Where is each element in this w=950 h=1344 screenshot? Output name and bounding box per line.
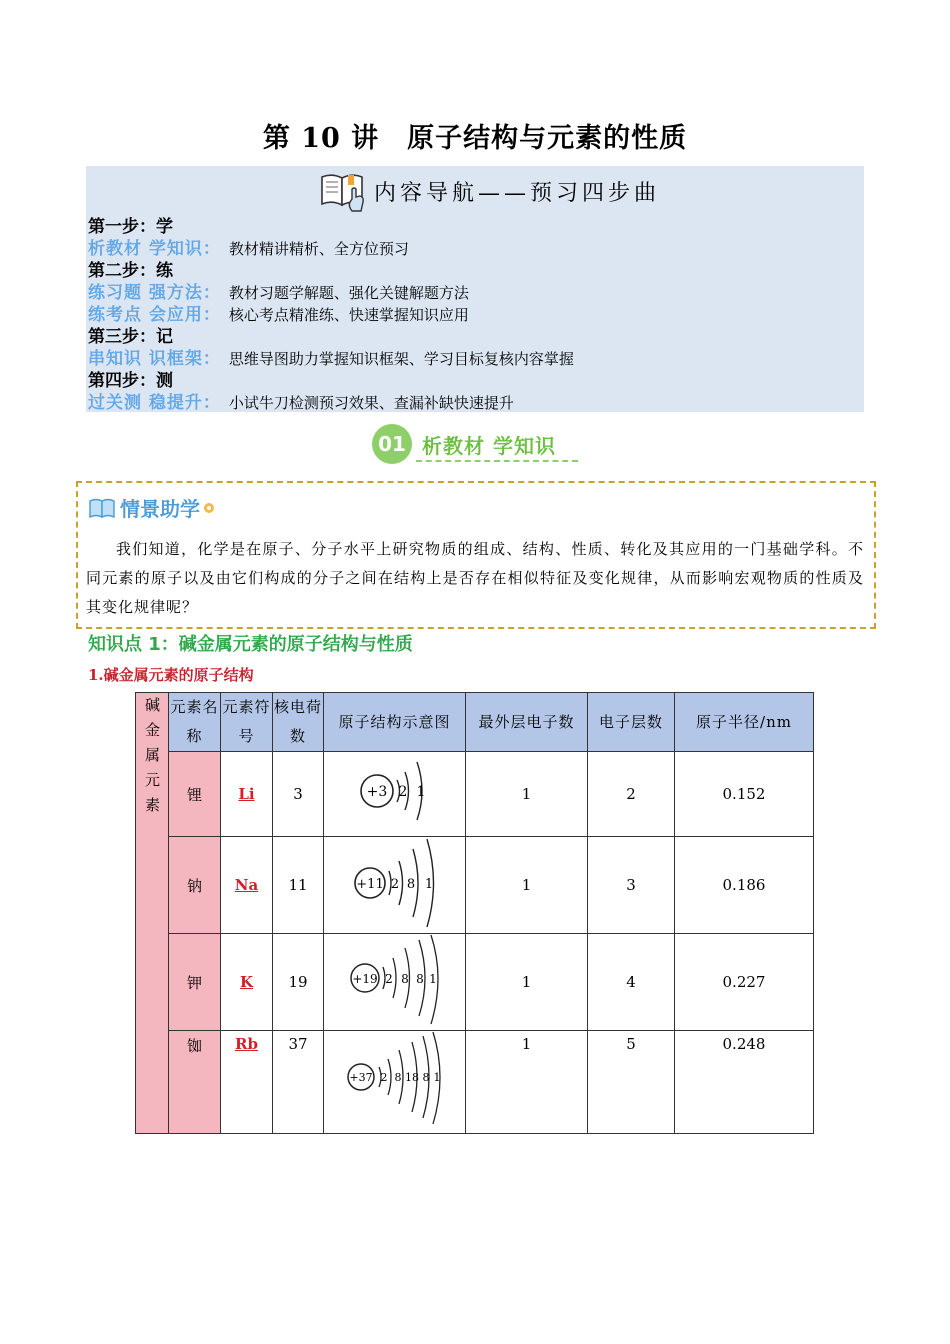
atomic-structure-diagram <box>325 752 465 832</box>
column-header: 元素名称 <box>169 693 221 752</box>
step-item-label: 析教材 学知识： <box>88 239 221 259</box>
nuclear-charge: 19 <box>273 934 324 1031</box>
table-row <box>136 934 814 1031</box>
subheading: 1.碱金属元素的原子结构 <box>88 666 254 684</box>
table-row <box>136 752 814 837</box>
scene-box <box>76 481 876 629</box>
element-symbol: Li <box>238 785 255 803</box>
shell-electron-count: 2 <box>380 1071 387 1084</box>
book-hand-icon <box>318 169 370 213</box>
element-name: 钾 <box>169 934 221 1031</box>
step-2-title: 第二步：练 <box>88 261 173 281</box>
scene-tag <box>88 493 218 522</box>
element-symbol-cell <box>221 837 273 934</box>
element-symbol: Na <box>234 876 259 894</box>
electron-layers: 2 <box>588 752 675 837</box>
sparkle-icon <box>200 499 218 517</box>
shell-electron-count: 2 <box>390 877 399 892</box>
element-name: 锂 <box>169 752 221 837</box>
atomic-radius: 0.186 <box>675 837 814 934</box>
step-item-desc: 教材习题学解题、强化关键解题方法 <box>228 284 469 302</box>
alkali-metal-table <box>135 692 814 1134</box>
step-item-desc: 教材精讲精析、全方位预习 <box>228 240 409 258</box>
step-item <box>88 304 574 326</box>
column-header: 原子结构示意图 <box>324 693 466 752</box>
knowledge-point-heading: 知识点 1：碱金属元素的原子结构与性质 <box>88 634 413 655</box>
nav-heading <box>318 168 660 214</box>
scene-paragraph: 我们知道，化学是在原子、分子水平上研究物质的组成、结构、性质、转化及其应用的一门基础学科。不同元素的原子以及由它们构成的分子之间在结构上是否存在相似特征及变化规律，从而影响宏观物质的性质及其变化规律呢？ <box>86 540 864 616</box>
step-1-title: 第一步：学 <box>88 217 173 237</box>
outer-electrons: 1 <box>466 752 588 837</box>
shell-electron-count: 8 <box>406 877 415 892</box>
nucleus-label: +3 <box>366 784 387 800</box>
step-4-title: 第四步：测 <box>88 371 173 391</box>
shell-electron-count: 1 <box>428 972 437 986</box>
element-name: 铷 <box>169 1031 221 1134</box>
atomic-structure-cell <box>324 1031 466 1134</box>
atomic-structure-cell <box>324 934 466 1031</box>
atomic-structure-diagram <box>325 934 465 1026</box>
atomic-structure-cell <box>324 837 466 934</box>
shell-electron-count: 8 <box>415 972 424 986</box>
step-item <box>88 392 574 414</box>
shell-electron-count: 18 <box>404 1071 419 1084</box>
shell-electron-count: 1 <box>424 877 433 892</box>
electron-layers: 3 <box>588 837 675 934</box>
table-row <box>136 837 814 934</box>
section-number: 01 <box>372 424 412 464</box>
electron-layers: 5 <box>588 1031 675 1134</box>
table-row <box>136 1031 814 1134</box>
step-item <box>88 348 574 370</box>
atomic-radius: 0.248 <box>675 1031 814 1134</box>
outer-electrons: 1 <box>466 1031 588 1134</box>
section-divider <box>416 460 578 462</box>
scene-tag-text: 情景助学 <box>120 497 200 521</box>
element-symbol-cell <box>221 752 273 837</box>
column-header: 原子半径/nm <box>675 693 814 752</box>
element-symbol: Rb <box>235 1035 258 1053</box>
column-header: 元素符号 <box>221 693 273 752</box>
shell-electron-count: 8 <box>394 1071 401 1084</box>
shell-electron-count: 2 <box>398 784 407 800</box>
step-item-desc: 思维导图助力掌握知识框架、学习目标复核内容掌握 <box>228 350 574 368</box>
step-item-label: 串知识 识框架： <box>88 349 221 369</box>
step-item-label: 过关测 稳提升： <box>88 393 221 413</box>
shell-electron-count: 1 <box>433 1071 440 1084</box>
atomic-radius: 0.227 <box>675 934 814 1031</box>
outer-electrons: 1 <box>466 837 588 934</box>
shell-electron-count: 2 <box>384 972 393 986</box>
electron-layers: 4 <box>588 934 675 1031</box>
column-header: 电子层数 <box>588 693 675 752</box>
book-icon <box>88 495 116 521</box>
shell-electron-count: 8 <box>422 1071 429 1084</box>
step-item <box>88 282 574 304</box>
section-label: 析教材 学知识 <box>422 433 556 458</box>
atomic-structure-diagram <box>325 1031 465 1129</box>
step-item <box>88 238 574 260</box>
element-symbol: K <box>239 973 254 991</box>
shell-electron-count: 8 <box>400 972 409 986</box>
atomic-structure-diagram <box>325 837 465 929</box>
shell-electron-count: 1 <box>416 784 425 800</box>
group-label-cell <box>136 693 169 1134</box>
step-item-label: 练习题 强方法： <box>88 283 221 303</box>
atomic-radius: 0.152 <box>675 752 814 837</box>
nuclear-charge: 3 <box>273 752 324 837</box>
nucleus-label: +37 <box>348 1071 373 1084</box>
step-item-desc: 核心考点精准练、快速掌握知识应用 <box>228 306 469 324</box>
nuclear-charge: 37 <box>273 1031 324 1134</box>
step-item-desc: 小试牛刀检测预习效果、查漏补缺快速提升 <box>228 394 514 412</box>
element-symbol-cell <box>221 934 273 1031</box>
step-3-title: 第三步：记 <box>88 327 173 347</box>
element-name: 钠 <box>169 837 221 934</box>
column-header: 最外层电子数 <box>466 693 588 752</box>
atomic-structure-cell <box>324 752 466 837</box>
nucleus-label: +11 <box>355 877 384 892</box>
steps-list <box>88 216 574 414</box>
nuclear-charge: 11 <box>273 837 324 934</box>
section-badge <box>372 424 556 464</box>
outer-electrons: 1 <box>466 934 588 1031</box>
element-symbol-cell <box>221 1031 273 1134</box>
step-item-label: 练考点 会应用： <box>88 305 221 325</box>
content-navigation-panel <box>86 166 864 412</box>
nucleus-label: +19 <box>351 972 378 986</box>
column-header: 核电荷数 <box>273 693 324 752</box>
group-label: 碱金属元素 <box>143 697 161 822</box>
nav-heading-text: 内容导航——预习四步曲 <box>374 180 661 206</box>
page-title: 第 10 讲 原子结构与元素的性质 <box>262 123 688 154</box>
table-header-row <box>136 693 814 752</box>
